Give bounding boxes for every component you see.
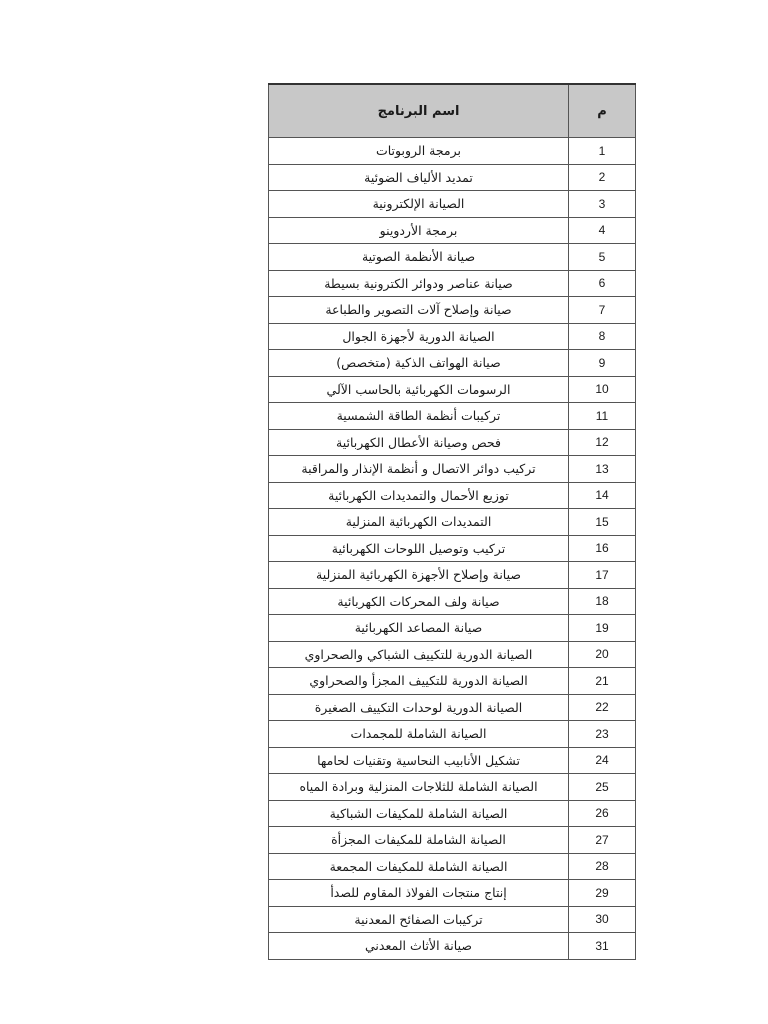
table-row xyxy=(269,641,636,668)
program-name-cell: تركيب دوائر الاتصال و أنظمة الإنذار والمراقبة xyxy=(269,456,569,483)
program-name-cell: صيانة المصاعد الكهربائية xyxy=(269,615,569,642)
table-row xyxy=(269,747,636,774)
row-number-cell: 27 xyxy=(569,827,636,854)
program-name-cell: فحص وصيانة الأعطال الكهربائية xyxy=(269,429,569,456)
table-row xyxy=(269,906,636,933)
table-row xyxy=(269,403,636,430)
program-name-cell: برمجة الروبوتات xyxy=(269,138,569,165)
program-name-cell: الصيانة الشاملة للمجمدات xyxy=(269,721,569,748)
row-number-cell: 23 xyxy=(569,721,636,748)
table-row xyxy=(269,827,636,854)
program-name-cell: إنتاج منتجات الفولاذ المقاوم للصدأ xyxy=(269,880,569,907)
number-column-header: م xyxy=(569,84,636,138)
row-number-cell: 15 xyxy=(569,509,636,536)
table-row xyxy=(269,880,636,907)
programs-table xyxy=(268,83,636,960)
table-row xyxy=(269,217,636,244)
row-number-cell: 16 xyxy=(569,535,636,562)
table-row xyxy=(269,244,636,271)
program-name-cell: صيانة وإصلاح آلات التصوير والطباعة xyxy=(269,297,569,324)
row-number-cell: 2 xyxy=(569,164,636,191)
table-header xyxy=(269,84,636,138)
program-name-cell: الرسومات الكهربائية بالحاسب الآلي xyxy=(269,376,569,403)
row-number-cell: 24 xyxy=(569,747,636,774)
row-number-cell: 9 xyxy=(569,350,636,377)
row-number-cell: 4 xyxy=(569,217,636,244)
row-number-cell: 21 xyxy=(569,668,636,695)
table-body xyxy=(269,138,636,960)
program-name-cell: تشكيل الأنابيب النحاسية وتقنيات لحامها xyxy=(269,747,569,774)
row-number-cell: 31 xyxy=(569,933,636,960)
table-row xyxy=(269,562,636,589)
table-row xyxy=(269,933,636,960)
table-row xyxy=(269,588,636,615)
table-row xyxy=(269,456,636,483)
table-row xyxy=(269,509,636,536)
row-number-cell: 14 xyxy=(569,482,636,509)
program-name-cell: برمجة الأردوينو xyxy=(269,217,569,244)
table-row xyxy=(269,323,636,350)
program-name-cell: توزيع الأحمال والتمديدات الكهربائية xyxy=(269,482,569,509)
table-row xyxy=(269,615,636,642)
row-number-cell: 12 xyxy=(569,429,636,456)
row-number-cell: 18 xyxy=(569,588,636,615)
row-number-cell: 26 xyxy=(569,800,636,827)
table-row xyxy=(269,535,636,562)
row-number-cell: 25 xyxy=(569,774,636,801)
program-name-cell: تركيبات الصفائح المعدنية xyxy=(269,906,569,933)
row-number-cell: 5 xyxy=(569,244,636,271)
table-row xyxy=(269,376,636,403)
table-row xyxy=(269,350,636,377)
row-number-cell: 8 xyxy=(569,323,636,350)
row-number-cell: 19 xyxy=(569,615,636,642)
table-row xyxy=(269,164,636,191)
table-row xyxy=(269,482,636,509)
row-number-cell: 1 xyxy=(569,138,636,165)
program-name-cell: الصيانة الشاملة للمكيفات الشباكية xyxy=(269,800,569,827)
table-row xyxy=(269,668,636,695)
row-number-cell: 6 xyxy=(569,270,636,297)
program-name-cell: صيانة الأنظمة الصوتية xyxy=(269,244,569,271)
row-number-cell: 3 xyxy=(569,191,636,218)
row-number-cell: 13 xyxy=(569,456,636,483)
table-row xyxy=(269,774,636,801)
program-name-cell: الصيانة الإلكترونية xyxy=(269,191,569,218)
program-name-cell: الصيانة الشاملة للثلاجات المنزلية وبرادة المياه xyxy=(269,774,569,801)
table-row xyxy=(269,853,636,880)
program-name-cell: تركيب وتوصيل اللوحات الكهربائية xyxy=(269,535,569,562)
program-name-cell: التمديدات الكهربائية المنزلية xyxy=(269,509,569,536)
program-name-cell: الصيانة الشاملة للمكيفات المجزأة xyxy=(269,827,569,854)
row-number-cell: 10 xyxy=(569,376,636,403)
table-row xyxy=(269,191,636,218)
program-name-cell: الصيانة الدورية للتكييف المجزأ والصحراوي xyxy=(269,668,569,695)
program-name-cell: صيانة الأثاث المعدني xyxy=(269,933,569,960)
row-number-cell: 28 xyxy=(569,853,636,880)
program-name-cell: تركيبات أنظمة الطاقة الشمسية xyxy=(269,403,569,430)
program-name-cell: صيانة ولف المحركات الكهربائية xyxy=(269,588,569,615)
program-name-cell: الصيانة الشاملة للمكيفات المجمعة xyxy=(269,853,569,880)
program-name-cell: الصيانة الدورية لوحدات التكييف الصغيرة xyxy=(269,694,569,721)
program-name-cell: صيانة الهواتف الذكية (متخصص) xyxy=(269,350,569,377)
program-name-cell: تمديد الألياف الضوئية xyxy=(269,164,569,191)
program-name-cell: الصيانة الدورية للتكييف الشباكي والصحراوي xyxy=(269,641,569,668)
table-row xyxy=(269,800,636,827)
table-row xyxy=(269,138,636,165)
table-row xyxy=(269,270,636,297)
program-name-cell: صيانة وإصلاح الأجهزة الكهربائية المنزلية xyxy=(269,562,569,589)
program-name-cell: الصيانة الدورية لأجهزة الجوال xyxy=(269,323,569,350)
row-number-cell: 17 xyxy=(569,562,636,589)
row-number-cell: 11 xyxy=(569,403,636,430)
row-number-cell: 29 xyxy=(569,880,636,907)
header-row xyxy=(269,84,636,138)
row-number-cell: 20 xyxy=(569,641,636,668)
row-number-cell: 22 xyxy=(569,694,636,721)
program-name-cell: صيانة عناصر ودوائر الكترونية بسيطة xyxy=(269,270,569,297)
program-name-column-header: اسم البرنامج xyxy=(269,84,569,138)
table-row xyxy=(269,297,636,324)
row-number-cell: 7 xyxy=(569,297,636,324)
table-row xyxy=(269,721,636,748)
table-row xyxy=(269,429,636,456)
table-row xyxy=(269,694,636,721)
row-number-cell: 30 xyxy=(569,906,636,933)
